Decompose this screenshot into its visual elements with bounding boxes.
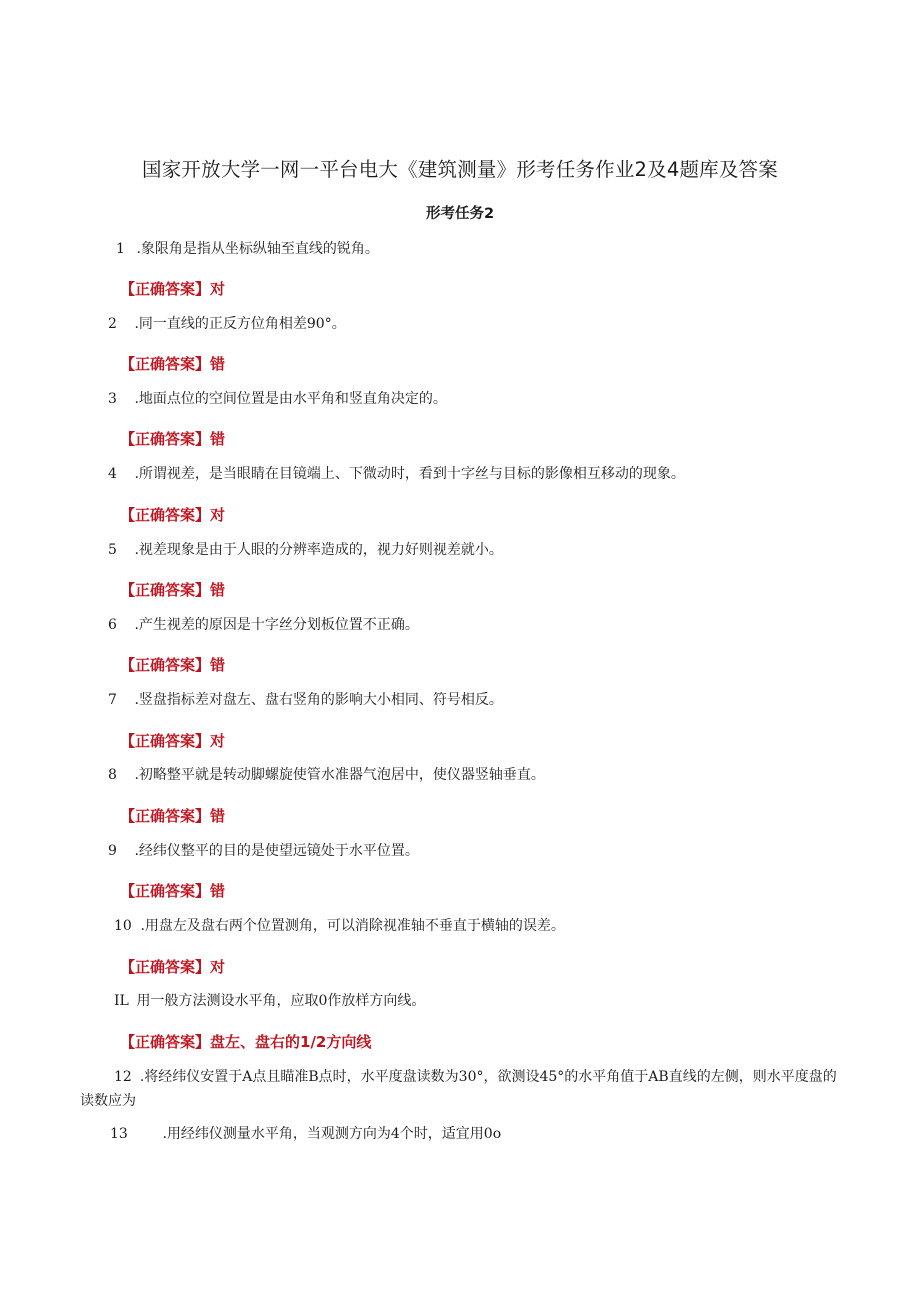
question-text: .视差现象是由于人眼的分辨率造成的，视力好则视差就小。: [134, 542, 503, 558]
question-text: .初略整平就是转动脚螺旋使管水准器气泡居中，使仪器竖轴垂直。: [134, 767, 545, 783]
answer-line: [120, 730, 225, 751]
answer-prefix: 【正确答案】: [120, 732, 211, 750]
answer-prefix: 【正确答案】: [120, 355, 211, 373]
answer-value: 对: [210, 732, 226, 750]
answer-line: [120, 880, 225, 901]
question-number: 12: [114, 1069, 132, 1085]
question-text: 用一般方法测设水平角，应取0作放样方向线。: [136, 993, 426, 1009]
question-text: .产生视差的原因是十字丝分划板位置不正确。: [134, 617, 419, 633]
question-text: .经纬仪整平的目的是使望远镜处于水平位置。: [134, 843, 419, 859]
question-text: .地面点位的空间位置是由水平角和竖直角决定的。: [134, 391, 447, 407]
question-number: 6: [108, 617, 117, 633]
question-text: .竖盘指标差对盘左、盘右竖角的影响大小相同、符号相反。: [134, 692, 503, 708]
question-text: .象限角是指从坐标纵轴至直线的锐角。: [136, 241, 379, 257]
question-item: [108, 765, 545, 785]
answer-line: [120, 654, 225, 675]
answer-prefix: 【正确答案】: [120, 430, 211, 448]
question-item: [114, 991, 425, 1011]
question-item: [108, 389, 447, 409]
answer-prefix: 【正确答案】: [120, 807, 211, 825]
answer-value: 错: [210, 656, 226, 674]
question-item: [116, 239, 379, 259]
question-text: .同一直线的正反方位角相差90°。: [134, 316, 346, 332]
question-number: 8: [108, 767, 117, 783]
answer-line: [120, 1031, 371, 1052]
answer-line: [120, 805, 225, 826]
question-item: [114, 916, 565, 936]
answer-value: 错: [210, 355, 226, 373]
question-number: IL: [114, 993, 129, 1009]
question-number: 4: [108, 466, 117, 482]
answer-value: 错: [210, 882, 226, 900]
answer-line: [120, 956, 225, 977]
question-item: [108, 841, 419, 861]
answer-value: 对: [210, 958, 226, 976]
question-text: .将经纬仪安置于A点且瞄准B点时，水平度盘读数为30°，欲测设45°的水平角值于AB直线的左侧，则水平度盘的读数应为: [80, 1069, 837, 1109]
answer-line: [120, 579, 225, 600]
answer-prefix: 【正确答案】: [120, 581, 211, 599]
answer-value: 错: [210, 581, 226, 599]
question-item: [108, 314, 346, 334]
answer-prefix: 【正确答案】: [120, 1033, 211, 1051]
question-item: [108, 464, 685, 484]
answer-line: [120, 278, 225, 299]
question-item: [80, 1065, 840, 1113]
section-title: 形考任务2: [425, 206, 495, 222]
question-item: [108, 540, 503, 560]
answer-prefix: 【正确答案】: [120, 280, 211, 298]
question-number: 5: [108, 542, 117, 558]
question-number: 3: [108, 391, 117, 407]
question-item: [108, 615, 419, 635]
answer-value: 对: [210, 280, 226, 298]
answer-value: 错: [210, 430, 226, 448]
question-number: 2: [108, 316, 117, 332]
question-number: 7: [108, 692, 117, 708]
answer-line: [120, 353, 225, 374]
question-number: 13: [110, 1126, 128, 1142]
question-text: .用经纬仪测量水平角，当观测方向为4个时，适宜用0o: [162, 1126, 502, 1142]
question-item: [110, 1124, 501, 1144]
answer-line: [120, 504, 225, 525]
question-text: .用盘左及盘右两个位置测角，可以消除视准轴不垂直于横轴的误差。: [140, 918, 565, 934]
answer-value: 对: [210, 506, 226, 524]
answer-prefix: 【正确答案】: [120, 958, 211, 976]
document-title: 国家开放大学一网一平台电大《建筑测量》形考任务作业2及4题库及答案: [142, 158, 778, 181]
question-number: 1: [116, 241, 125, 257]
question-text: .所谓视差，是当眼睛在目镜端上、下微动时，看到十字丝与目标的影像相互移动的现象。: [134, 466, 685, 482]
question-number: 9: [108, 843, 117, 859]
answer-prefix: 【正确答案】: [120, 656, 211, 674]
answer-value: 盘左、盘右的1/2方向线: [210, 1033, 372, 1051]
question-number: 10: [114, 918, 132, 934]
answer-value: 错: [210, 807, 226, 825]
question-item: [108, 690, 503, 710]
answer-line: [120, 428, 225, 449]
answer-prefix: 【正确答案】: [120, 882, 211, 900]
answer-prefix: 【正确答案】: [120, 506, 211, 524]
